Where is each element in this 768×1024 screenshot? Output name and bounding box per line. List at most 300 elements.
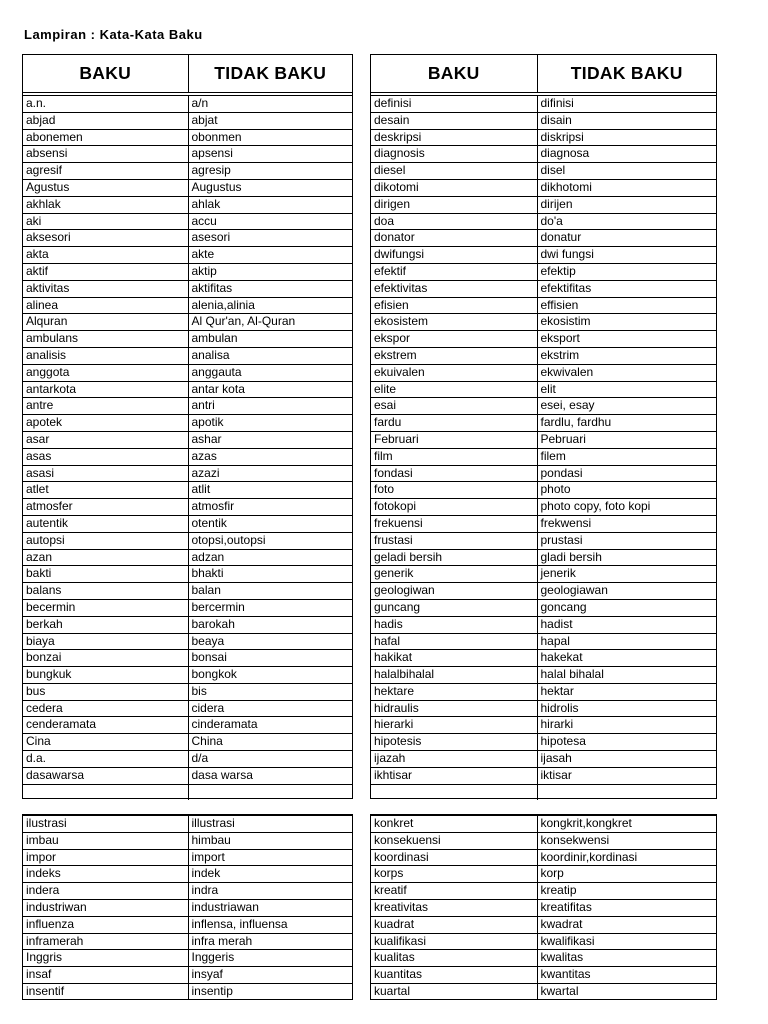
baku-cell: generik [371, 566, 537, 583]
baku-cell: kuartal [371, 983, 537, 999]
baku-cell: ikhtisar [371, 767, 537, 784]
table-row [371, 163, 716, 180]
baku-cell: berkah [23, 616, 188, 633]
table-row [371, 866, 716, 883]
table-row [23, 717, 352, 734]
table-row [371, 398, 716, 415]
tidak-baku-cell: elit [537, 381, 716, 398]
table-row [371, 499, 716, 516]
tidak-baku-cell: dirijen [537, 196, 716, 213]
table-row [23, 866, 352, 883]
table-row [23, 734, 352, 751]
tidak-baku-cell: d/a [188, 751, 352, 768]
table-row [23, 700, 352, 717]
baku-cell: aktivitas [23, 280, 188, 297]
tidak-baku-cell: Augustus [188, 179, 352, 196]
tidak-baku-cell: ekosistim [537, 314, 716, 331]
baku-cell: ekspor [371, 331, 537, 348]
baku-cell: kuadrat [371, 916, 537, 933]
baku-cell: bonzai [23, 650, 188, 667]
table-row [23, 163, 352, 180]
table-row [371, 364, 716, 381]
table-row [23, 849, 352, 866]
baku-cell: hidraulis [371, 700, 537, 717]
table-row [371, 734, 716, 751]
table-row [23, 347, 352, 364]
baku-cell: fondasi [371, 465, 537, 482]
baku-cell: bakti [23, 566, 188, 583]
tidak-baku-cell [537, 784, 716, 800]
tidak-baku-cell: filem [537, 448, 716, 465]
baku-cell: aksesori [23, 230, 188, 247]
tidak-baku-cell: illustrasi [188, 816, 352, 833]
baku-cell: ilustrasi [23, 816, 188, 833]
tidak-baku-cell: ahlak [188, 196, 352, 213]
table-row [23, 431, 352, 448]
baku-cell: elite [371, 381, 537, 398]
tidak-baku-cell: barokah [188, 616, 352, 633]
baku-cell: doa [371, 213, 537, 230]
page-title: Lampiran : Kata-Kata Baku [24, 27, 203, 42]
table-row [371, 297, 716, 314]
baku-cell: efektif [371, 263, 537, 280]
tidak-baku-cell: bercermin [188, 599, 352, 616]
table-row [371, 381, 716, 398]
tidak-baku-column-header: TIDAK BAKU [188, 55, 352, 93]
baku-cell: aktif [23, 263, 188, 280]
table-row [371, 832, 716, 849]
tidak-baku-cell: efektifitas [537, 280, 716, 297]
tidak-baku-cell: kwantitas [537, 967, 716, 984]
tidak-baku-cell: infra merah [188, 933, 352, 950]
baku-cell: biaya [23, 633, 188, 650]
tidak-baku-cell: koordinir,kordinasi [537, 849, 716, 866]
left-bottom-table [22, 814, 353, 1000]
tidak-baku-cell: prustasi [537, 532, 716, 549]
tidak-baku-cell: antar kota [188, 381, 352, 398]
table-row [371, 566, 716, 583]
table-row [23, 179, 352, 196]
baku-cell: becermin [23, 599, 188, 616]
baku-cell: geologiwan [371, 583, 537, 600]
tidak-baku-cell: hipotesa [537, 734, 716, 751]
tidak-baku-cell: kwadrat [537, 916, 716, 933]
tidak-baku-cell: Inggeris [188, 950, 352, 967]
baku-cell: koordinasi [371, 849, 537, 866]
tidak-baku-cell: insentip [188, 983, 352, 999]
tidak-baku-cell: azazi [188, 465, 352, 482]
table-row [371, 213, 716, 230]
baku-cell [23, 784, 188, 800]
baku-cell: korps [371, 866, 537, 883]
tidak-baku-cell: analisa [188, 347, 352, 364]
table-row [23, 331, 352, 348]
table-row [371, 230, 716, 247]
tidak-baku-cell: antri [188, 398, 352, 415]
baku-cell: autentik [23, 515, 188, 532]
table-row [23, 883, 352, 900]
baku-cell: geladi bersih [371, 549, 537, 566]
tidak-baku-cell: kwalitas [537, 950, 716, 967]
tidak-baku-cell: ambulan [188, 331, 352, 348]
baku-cell: efisien [371, 297, 537, 314]
baku-cell: asas [23, 448, 188, 465]
table-row [23, 515, 352, 532]
baku-cell: kreatif [371, 883, 537, 900]
tidak-baku-cell: himbau [188, 832, 352, 849]
tidak-baku-cell: halal bihalal [537, 667, 716, 684]
baku-cell: Inggris [23, 950, 188, 967]
table-row [23, 230, 352, 247]
tidak-baku-cell: esei, esay [537, 398, 716, 415]
table-row [371, 549, 716, 566]
baku-cell: Cina [23, 734, 188, 751]
baku-cell: fotokopi [371, 499, 537, 516]
table-row [371, 331, 716, 348]
tidak-baku-cell: aktifitas [188, 280, 352, 297]
table-row [371, 916, 716, 933]
table-row [23, 583, 352, 600]
table-row [23, 784, 352, 800]
baku-cell: kreativitas [371, 899, 537, 916]
tidak-baku-cell: disel [537, 163, 716, 180]
table-row [23, 482, 352, 499]
baku-cell: apotek [23, 415, 188, 432]
table-row [371, 146, 716, 163]
tidak-baku-cell: hidrolis [537, 700, 716, 717]
tidak-baku-cell: a/n [188, 96, 352, 113]
table-row [371, 700, 716, 717]
baku-cell: analisis [23, 347, 188, 364]
baku-cell: ijazah [371, 751, 537, 768]
table-row [23, 415, 352, 432]
table-row [23, 751, 352, 768]
table-row [23, 950, 352, 967]
table-row [23, 96, 352, 113]
tidak-baku-cell: kwalifikasi [537, 933, 716, 950]
baku-cell: Februari [371, 431, 537, 448]
table-row [371, 96, 716, 113]
table-row [23, 767, 352, 784]
table-row [23, 549, 352, 566]
tidak-baku-cell: korp [537, 866, 716, 883]
table-row [371, 583, 716, 600]
baku-cell: ambulans [23, 331, 188, 348]
baku-cell: ekstrem [371, 347, 537, 364]
table-row [23, 599, 352, 616]
baku-cell: indera [23, 883, 188, 900]
tidak-baku-cell: hirarki [537, 717, 716, 734]
baku-cell: film [371, 448, 537, 465]
table-row [23, 967, 352, 984]
baku-cell: ekuivalen [371, 364, 537, 381]
table-row [371, 431, 716, 448]
tidak-baku-cell: photo [537, 482, 716, 499]
baku-cell: d.a. [23, 751, 188, 768]
baku-cell: imbau [23, 832, 188, 849]
baku-cell: autopsi [23, 532, 188, 549]
tidak-baku-cell: China [188, 734, 352, 751]
tidak-baku-cell: diagnosa [537, 146, 716, 163]
tidak-baku-cell: obonmen [188, 129, 352, 146]
table-row [23, 213, 352, 230]
tidak-baku-cell: cidera [188, 700, 352, 717]
tidak-baku-cell: kreatifitas [537, 899, 716, 916]
baku-cell: indeks [23, 866, 188, 883]
baku-cell: balans [23, 583, 188, 600]
baku-cell: hafal [371, 633, 537, 650]
tidak-baku-cell: ekwivalen [537, 364, 716, 381]
table-row [371, 263, 716, 280]
table-row [23, 381, 352, 398]
tidak-baku-cell: dikhotomi [537, 179, 716, 196]
table-row [23, 899, 352, 916]
tidak-baku-cell: bis [188, 683, 352, 700]
baku-cell: fardu [371, 415, 537, 432]
tidak-baku-column-header: TIDAK BAKU [537, 55, 716, 93]
tidak-baku-cell: bhakti [188, 566, 352, 583]
tidak-baku-cell: apotik [188, 415, 352, 432]
tidak-baku-cell: indra [188, 883, 352, 900]
baku-cell [371, 784, 537, 800]
table-row [371, 448, 716, 465]
table-row [23, 832, 352, 849]
table-row [371, 633, 716, 650]
right-top-table [370, 54, 717, 799]
table-row [23, 146, 352, 163]
baku-cell: asasi [23, 465, 188, 482]
baku-cell: foto [371, 482, 537, 499]
tidak-baku-cell: otopsi,outopsi [188, 532, 352, 549]
tidak-baku-cell: industriawan [188, 899, 352, 916]
tidak-baku-cell: akte [188, 247, 352, 264]
baku-cell: abonemen [23, 129, 188, 146]
table-row [23, 448, 352, 465]
tidak-baku-cell: eksport [537, 331, 716, 348]
tidak-baku-cell: kongkrit,kongkret [537, 816, 716, 833]
table-row [371, 179, 716, 196]
baku-cell: industriwan [23, 899, 188, 916]
table-row [371, 667, 716, 684]
tidak-baku-cell: frekwensi [537, 515, 716, 532]
table-row [371, 415, 716, 432]
baku-cell: kualifikasi [371, 933, 537, 950]
baku-cell: impor [23, 849, 188, 866]
baku-cell: cenderamata [23, 717, 188, 734]
baku-cell: diagnosis [371, 146, 537, 163]
table-row [23, 112, 352, 129]
table-row [371, 751, 716, 768]
tidak-baku-cell: ekstrim [537, 347, 716, 364]
baku-cell: insaf [23, 967, 188, 984]
table-row [23, 364, 352, 381]
baku-cell: bus [23, 683, 188, 700]
tidak-baku-cell: bongkok [188, 667, 352, 684]
tidak-baku-cell: donatur [537, 230, 716, 247]
tidak-baku-cell: ijasah [537, 751, 716, 768]
table-row [23, 280, 352, 297]
baku-cell: a.n. [23, 96, 188, 113]
tidak-baku-cell: difinisi [537, 96, 716, 113]
tidak-baku-cell: disain [537, 112, 716, 129]
table-row [23, 297, 352, 314]
baku-cell: ekosistem [371, 314, 537, 331]
tidak-baku-cell: agresip [188, 163, 352, 180]
tidak-baku-cell: kwartal [537, 983, 716, 999]
baku-cell: konkret [371, 816, 537, 833]
table-row [371, 933, 716, 950]
baku-cell: efektivitas [371, 280, 537, 297]
baku-cell: atmosfer [23, 499, 188, 516]
baku-cell: atlet [23, 482, 188, 499]
left-top-table [22, 54, 353, 799]
tidak-baku-cell: insyaf [188, 967, 352, 984]
table-row [23, 499, 352, 516]
tidak-baku-cell: fardlu, fardhu [537, 415, 716, 432]
baku-cell: akta [23, 247, 188, 264]
tidak-baku-cell: otentik [188, 515, 352, 532]
table-row [371, 129, 716, 146]
table-row [23, 933, 352, 950]
tidak-baku-cell: cinderamata [188, 717, 352, 734]
baku-cell: konsekuensi [371, 832, 537, 849]
baku-cell: anggota [23, 364, 188, 381]
tidak-baku-cell: diskripsi [537, 129, 716, 146]
table-row [371, 196, 716, 213]
table-row [23, 667, 352, 684]
tidak-baku-cell: asesori [188, 230, 352, 247]
baku-cell: cedera [23, 700, 188, 717]
baku-cell: frekuensi [371, 515, 537, 532]
tidak-baku-cell: Al Qur'an, Al-Quran [188, 314, 352, 331]
table-row [23, 129, 352, 146]
tidak-baku-cell: iktisar [537, 767, 716, 784]
tidak-baku-cell: dwi fungsi [537, 247, 716, 264]
tidak-baku-cell: konsekwensi [537, 832, 716, 849]
baku-cell: bungkuk [23, 667, 188, 684]
baku-cell: dirigen [371, 196, 537, 213]
baku-cell: insentif [23, 983, 188, 999]
table-row [371, 849, 716, 866]
tidak-baku-cell: apsensi [188, 146, 352, 163]
baku-column-header: BAKU [23, 55, 188, 93]
baku-cell: deskripsi [371, 129, 537, 146]
baku-cell: kuantitas [371, 967, 537, 984]
baku-cell: desain [371, 112, 537, 129]
baku-cell: inframerah [23, 933, 188, 950]
table-row [371, 515, 716, 532]
tidak-baku-cell: efektip [537, 263, 716, 280]
baku-cell: halalbihalal [371, 667, 537, 684]
tidak-baku-cell: atmosfir [188, 499, 352, 516]
baku-cell: dikotomi [371, 179, 537, 196]
table-row [23, 633, 352, 650]
baku-cell: akhlak [23, 196, 188, 213]
table-row [371, 616, 716, 633]
tidak-baku-cell [188, 784, 352, 800]
table-row [371, 983, 716, 999]
baku-cell: azan [23, 549, 188, 566]
tidak-baku-cell: geologiawan [537, 583, 716, 600]
tidak-baku-cell: inflensa, influensa [188, 916, 352, 933]
table-row [371, 112, 716, 129]
baku-cell: Alquran [23, 314, 188, 331]
tidak-baku-cell: goncang [537, 599, 716, 616]
tidak-baku-cell: hadist [537, 616, 716, 633]
table-row [371, 899, 716, 916]
tidak-baku-cell: ashar [188, 431, 352, 448]
table-row [371, 967, 716, 984]
tidak-baku-cell: hapal [537, 633, 716, 650]
table-row [371, 599, 716, 616]
table-row [23, 263, 352, 280]
table-row [371, 247, 716, 264]
baku-cell: hipotesis [371, 734, 537, 751]
baku-cell: dwifungsi [371, 247, 537, 264]
table-row [371, 816, 716, 833]
baku-cell: hektare [371, 683, 537, 700]
baku-cell: asar [23, 431, 188, 448]
table-row [371, 465, 716, 482]
baku-cell: abjad [23, 112, 188, 129]
tidak-baku-cell: jenerik [537, 566, 716, 583]
table-row [23, 650, 352, 667]
table-row [23, 398, 352, 415]
baku-cell: esai [371, 398, 537, 415]
table-row [371, 650, 716, 667]
tidak-baku-cell: pondasi [537, 465, 716, 482]
table-row [23, 532, 352, 549]
tidak-baku-cell: anggauta [188, 364, 352, 381]
table-row [23, 683, 352, 700]
table-row [23, 983, 352, 999]
tidak-baku-cell: indek [188, 866, 352, 883]
tidak-baku-cell: azas [188, 448, 352, 465]
tidak-baku-cell: dasa warsa [188, 767, 352, 784]
right-bottom-table [370, 814, 717, 1000]
table-row [371, 717, 716, 734]
baku-cell: definisi [371, 96, 537, 113]
tidak-baku-cell: gladi bersih [537, 549, 716, 566]
tidak-baku-cell: bonsai [188, 650, 352, 667]
table-row [23, 314, 352, 331]
tidak-baku-cell: beaya [188, 633, 352, 650]
tidak-baku-cell: balan [188, 583, 352, 600]
table-row [371, 532, 716, 549]
baku-cell: guncang [371, 599, 537, 616]
baku-column-header: BAKU [371, 55, 537, 93]
table-row [23, 465, 352, 482]
baku-cell: diesel [371, 163, 537, 180]
baku-cell: hadis [371, 616, 537, 633]
tidak-baku-cell: do'a [537, 213, 716, 230]
table-row [23, 196, 352, 213]
baku-cell: hierarki [371, 717, 537, 734]
tidak-baku-cell: atlit [188, 482, 352, 499]
tidak-baku-cell: photo copy, foto kopi [537, 499, 716, 516]
table-row [371, 683, 716, 700]
tidak-baku-cell: hektar [537, 683, 716, 700]
tidak-baku-cell: import [188, 849, 352, 866]
baku-cell: frustasi [371, 532, 537, 549]
baku-cell: influenza [23, 916, 188, 933]
table-row [371, 482, 716, 499]
tidak-baku-cell: aktip [188, 263, 352, 280]
table-row [371, 314, 716, 331]
table-row [23, 247, 352, 264]
baku-cell: agresif [23, 163, 188, 180]
table-row [371, 883, 716, 900]
